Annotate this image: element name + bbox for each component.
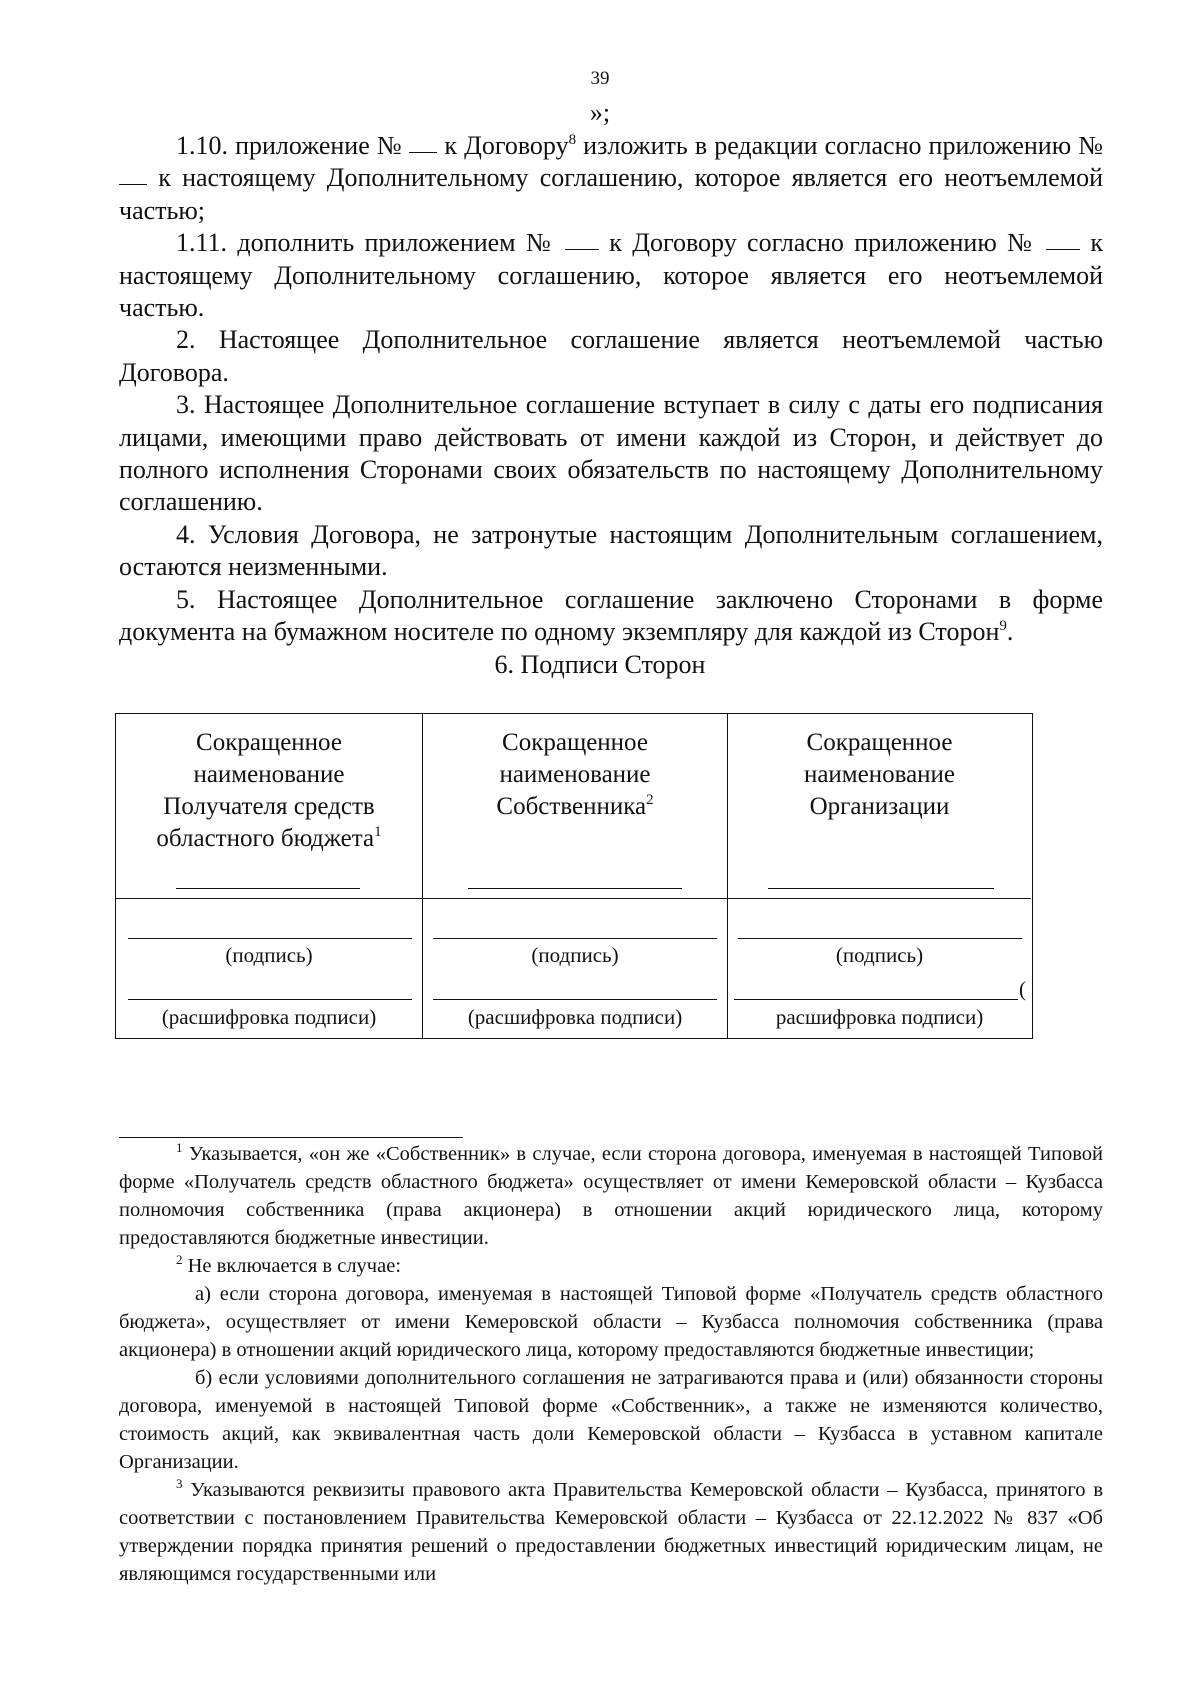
- footnote-separator: [119, 1137, 463, 1138]
- footnote-2a: а) если сторона договора, именуемая в настоящей Типовой форме «Получатель средств областного бюджета», осуществляет от имени Кемеровской области – Кузбасса полномочия собственника (права акционера) в отношении акций юридического лица, которому предоставляются бюджетные инвестиции;: [119, 1283, 1103, 1361]
- paragraph-1-11: 1.11. дополнить приложением № к Договору согласно приложению № к настоящему Дополнительному соглашению, которое является его неотъемлемой частью.: [119, 228, 1104, 323]
- number-blank: [409, 152, 437, 153]
- signature-line: [128, 938, 412, 939]
- footnote-2: $^2$ Не включается в случае:: [176, 1252, 402, 1277]
- stray-parenthesis: (: [1019, 977, 1026, 1001]
- paragraph-2: 2. Настоящее Дополнительное соглашение является неотъемлемой частью Договора.: [119, 325, 1103, 387]
- main-text: [119, 130, 1103, 649]
- party-title: Сокращенное наименование Получателя средств областного бюджета$^1$: [156, 729, 382, 852]
- footnote-1: $^1$ Указывается, «он же «Собственник» в случае, если сторона договора, именуемая в настоящей Типовой форме «Получатель средств областного бюджета» осуществляет от имени Кемеровской области – Кузбасса полномочия собственника (права акционера) в отношении акций юридического лица, которому предоставляются бюджетные инвестиции.: [119, 1140, 1103, 1249]
- footnote-2b: б) если условиями дополнительного соглашения не затрагиваются права и (или) обязанности стороны договора, именуемой в настоящей Типовой форме «Собственник», а также не изменяются количество, стоимость акций, как эквивалентная часть доли Кемеровской области – Кузбасса в уставном капитале Организации.: [119, 1367, 1103, 1473]
- number-blank: [119, 184, 147, 185]
- name-line: [176, 888, 360, 889]
- party-title: Сокращенное наименование Организации: [803, 729, 956, 820]
- decode-line: [128, 999, 412, 1000]
- name-line: [468, 888, 682, 889]
- paragraph-3: 3. Настоящее Дополнительное соглашение вступает в силу с даты его подписания лицами, имеющими право действовать от имени каждой из Сторон, и действует до полного исполнения Сторонами своих обязательств по настоящему Дополнительному соглашению.: [119, 390, 1103, 517]
- paragraph-5: 5. Настоящее Дополнительное соглашение заключено Сторонами в форме документа на бумажном носителе по одному экземпляру для каждой из Сторон$^9$.: [119, 584, 1103, 647]
- closing-quote: »;: [589, 98, 611, 127]
- party-title: Сокращенное наименование Собственника$^2$: [496, 729, 654, 820]
- footnote-ref-1: 1: [374, 824, 382, 840]
- signature-column-owner: [422, 714, 727, 1038]
- party-name-cell: [423, 714, 727, 899]
- signature-line: [433, 938, 717, 939]
- page-number: 39: [590, 68, 610, 89]
- footnote-ref-9: 9: [999, 618, 1007, 635]
- name-line: [768, 888, 994, 889]
- signature-caption: (подпись): [225, 943, 313, 967]
- party-name-cell: [728, 714, 1031, 899]
- decode-caption: (расшифровка подписи): [467, 1005, 683, 1029]
- footnote-ref-2: 2: [646, 792, 654, 808]
- signature-column-recipient: [116, 714, 422, 1038]
- decode-caption: (расшифровка подписи): [161, 1005, 377, 1029]
- number-blank: [1046, 249, 1080, 250]
- footnote-ref-8: 8: [568, 132, 577, 148]
- decode-line: [433, 999, 717, 1000]
- signature-line: [738, 938, 1022, 939]
- number-blank: [565, 249, 599, 250]
- party-name-cell: [116, 714, 422, 899]
- signatures-table: [115, 713, 1033, 1039]
- decode-caption: расшифровка подписи): [775, 1005, 984, 1029]
- footnote-3: $^3$ Указываются реквизиты правового акта Правительства Кемеровской области – Кузбасса, принятого в соответствии с постановлением Правительства Кемеровской области – Кузбасса от 22.12.2022 № 837 «Об утверждении порядка принятия решений о предоставлении бюджетных инвестиций юридическим лицам, не являющимся государственными или: [119, 1476, 1103, 1585]
- signature-caption: (подпись): [531, 943, 619, 967]
- decode-line: [734, 999, 1018, 1000]
- footnotes: [119, 1140, 1103, 1588]
- paragraph-1-10: 1.10. приложение № к Договору$^8$ изложить в редакции согласно приложению № к настоящему Дополнительному соглашению, которое является его неотъемлемой частью;: [119, 131, 1104, 225]
- signature-caption: (подпись): [835, 943, 924, 967]
- signature-column-organization: [727, 714, 1031, 1038]
- signatures-heading: 6. Подписи Сторон: [494, 650, 706, 679]
- paragraph-4: 4. Условия Договора, не затронутые настоящим Дополнительным соглашением, остаются неизменными.: [119, 519, 1103, 582]
